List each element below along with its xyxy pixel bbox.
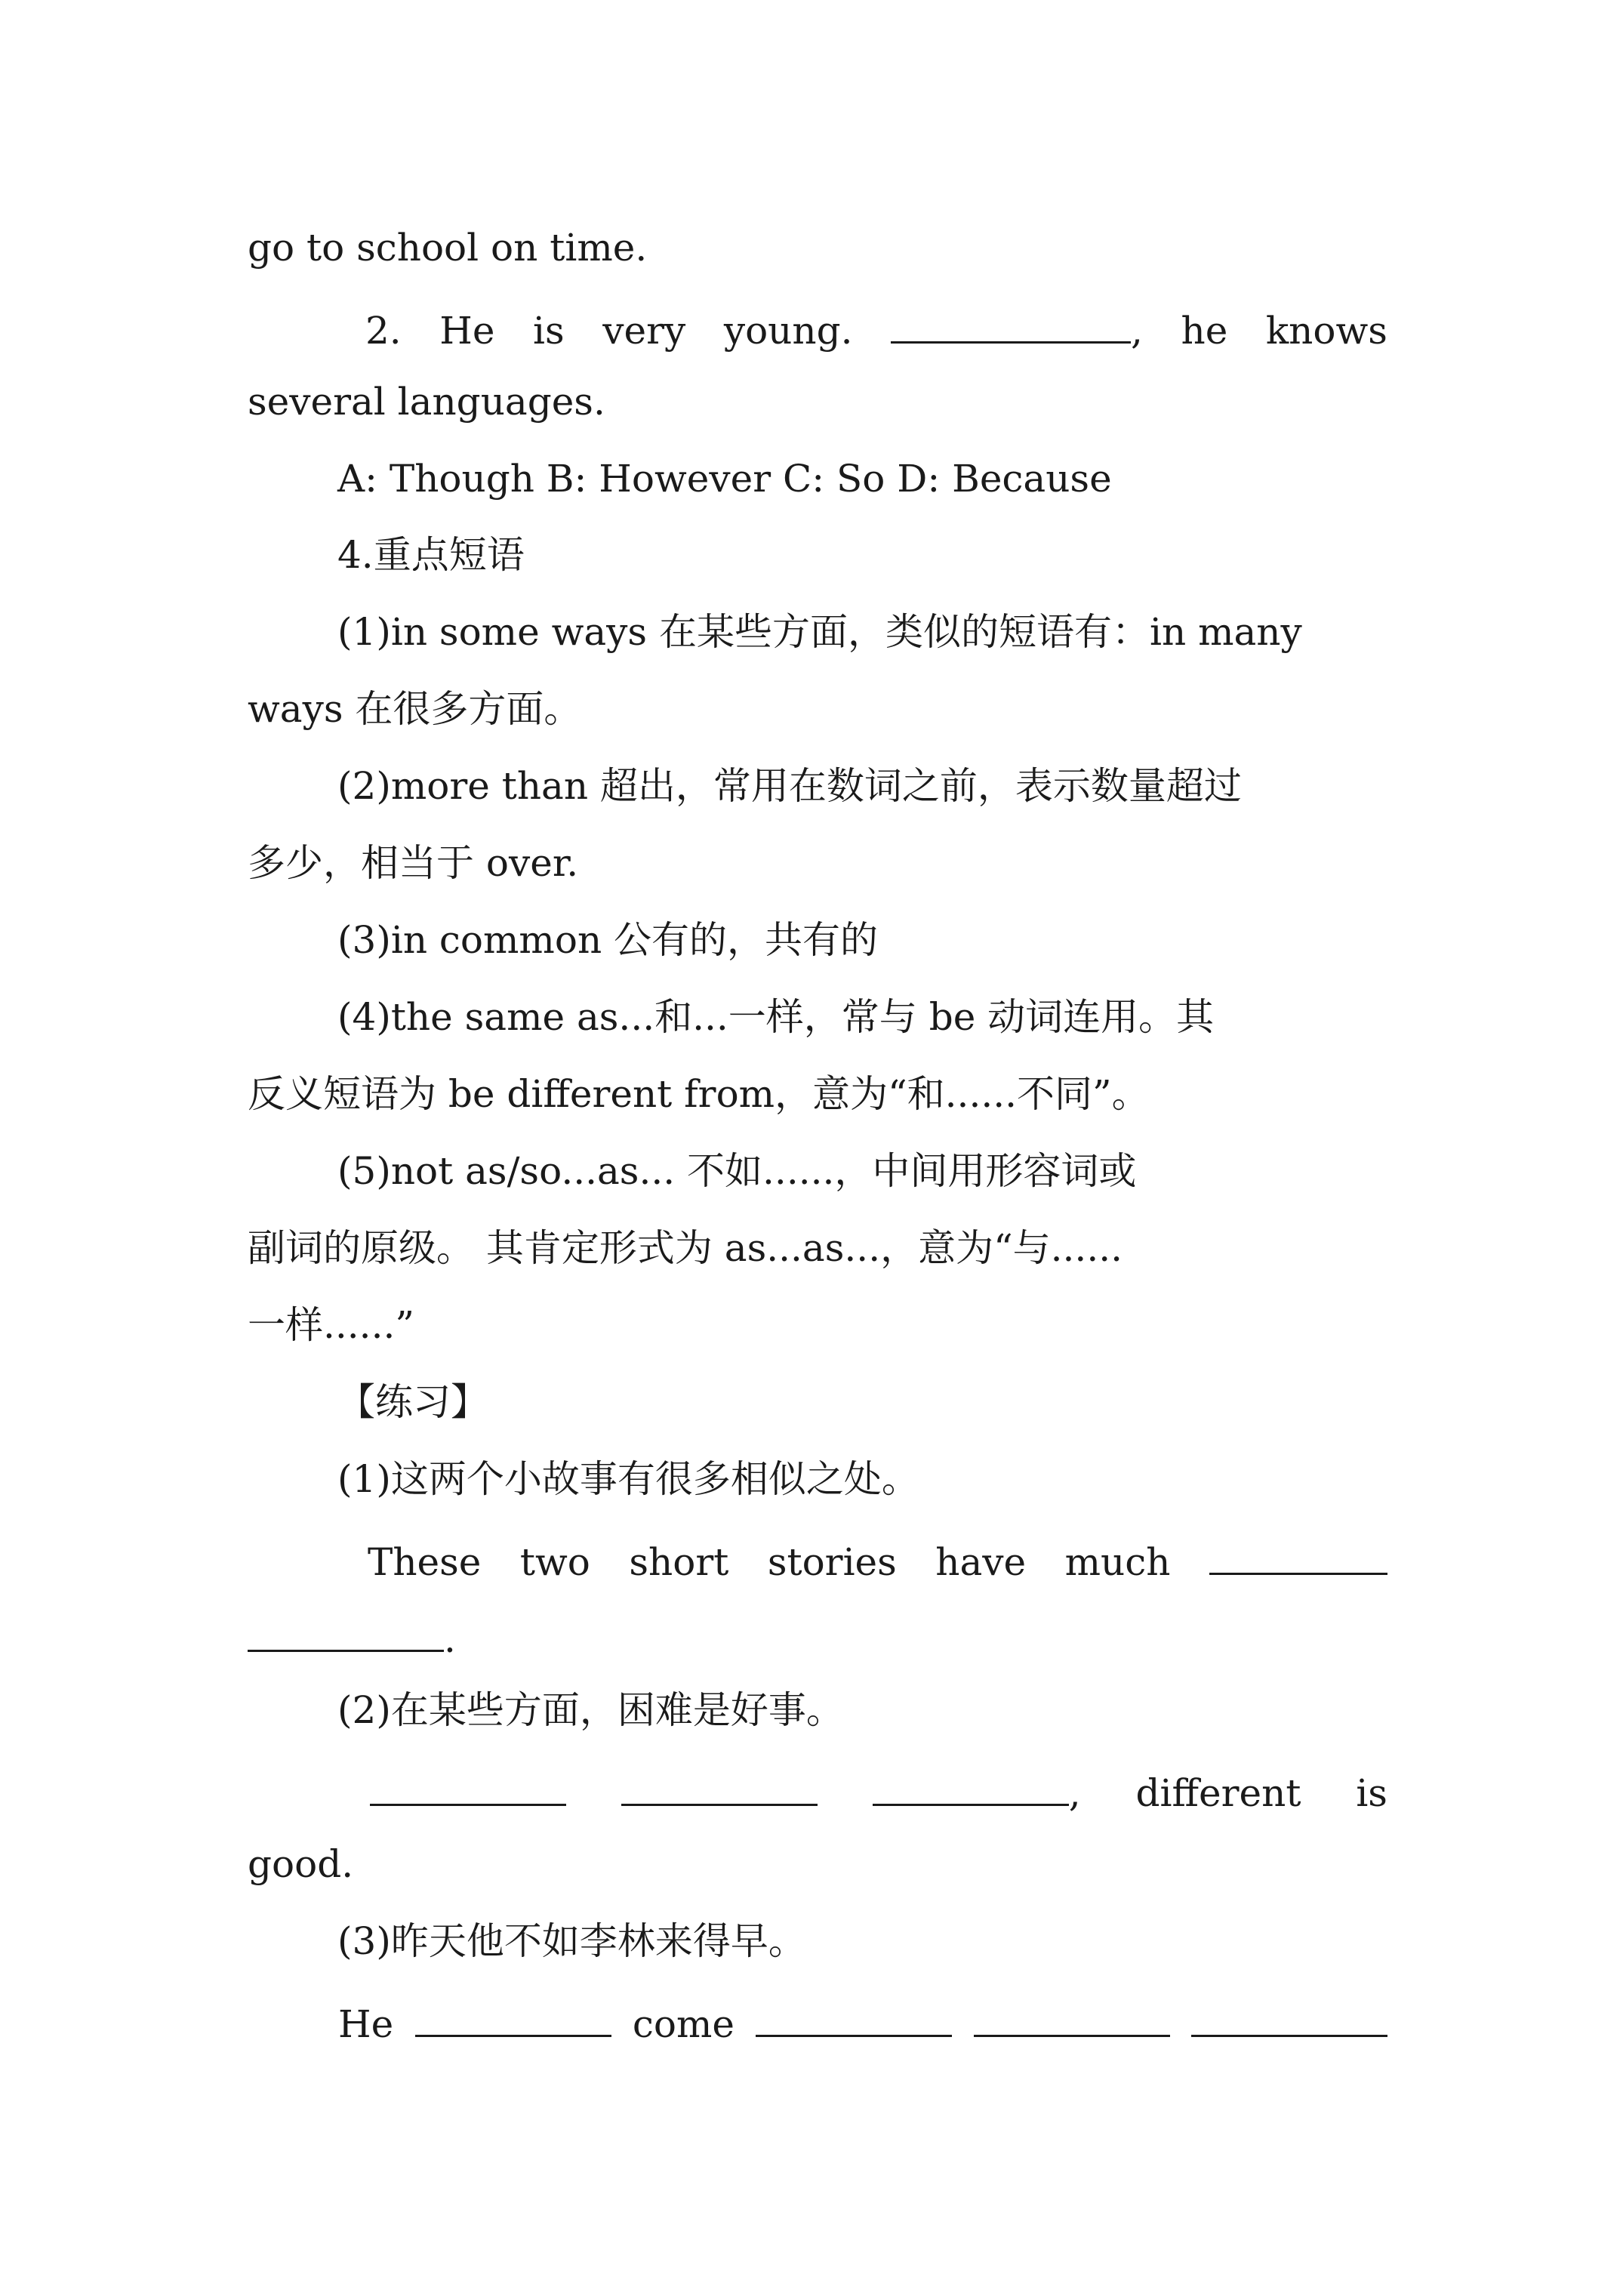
word: have [935,1540,1027,1584]
answer-blank[interactable] [370,1764,566,1806]
text-line: (1)in some ways 在某些方面，类似的短语有：in many [337,610,1302,654]
section-heading: 4.重点短语 [337,533,525,577]
word: he [1181,309,1228,353]
text-line: good. [248,1842,354,1886]
word: young. [723,309,853,353]
word: short [629,1540,729,1584]
word: is [1356,1771,1387,1815]
word: two [519,1540,590,1584]
answer-blank[interactable] [756,1996,952,2037]
text-line: ways 在很多方面。 [248,687,582,731]
answer-blank[interactable] [974,1996,1170,2037]
text-line: 副词的原级。 其肯定形式为 as...as...，意为“与...... [248,1226,1123,1270]
text-line: 一样......” [248,1303,414,1347]
answer-blank[interactable] [415,1996,611,2037]
exercise-sentence-3 [338,1996,1387,2047]
answer-blank[interactable] [248,1610,444,1652]
word: He [439,309,495,353]
question-2 [365,302,1387,353]
period: . [444,1617,456,1661]
answer-blank[interactable] [891,302,1131,344]
exercise-sentence-1 [368,1533,1387,1585]
answer-blank[interactable] [873,1764,1069,1806]
text-line: 反义短语为 be different from，意为“和......不同”。 [248,1072,1150,1116]
exercise-prompt: (1)这两个小故事有很多相似之处。 [337,1457,919,1501]
text-line: 多少，相当于 over. [248,841,579,885]
text-line: (5)not as/so...as... 不如......，中间用形容词或 [337,1149,1137,1193]
exercise-heading: 【练习】 [337,1380,488,1424]
word: different [1135,1771,1301,1815]
word: He [338,2002,394,2046]
word: These [368,1540,482,1584]
question-number: 2. [365,309,402,353]
text-line: (2)more than 超出，常用在数词之前，表示数量超过 [337,764,1242,808]
exercise-sentence-2 [370,1764,1387,1816]
word: much [1064,1540,1171,1584]
answer-options: A: Though B: However C: So D: Because [337,457,1112,501]
word: come [632,2002,735,2046]
answer-blank[interactable] [1209,1533,1387,1575]
word: very [602,309,686,353]
comma: , [1068,1771,1081,1815]
text-line: (3)in common 公有的，共有的 [337,918,879,962]
exercise-prompt: (3)昨天他不如李林来得早。 [337,1919,806,1963]
answer-blank[interactable] [1191,1996,1387,2037]
text-line: (4)the same as...和...一样，常与 be 动词连用。其 [337,995,1215,1039]
exercise-sentence-1-cont [248,1610,1387,1662]
comma: , [1131,309,1143,353]
text-line: go to school on time. [248,226,648,270]
text-line: several languages. [248,380,605,424]
word: stories [767,1540,897,1584]
exercise-prompt: (2)在某些方面，困难是好事。 [337,1688,844,1732]
word: knows [1265,309,1387,353]
answer-blank[interactable] [621,1764,818,1806]
word: is [533,309,565,353]
